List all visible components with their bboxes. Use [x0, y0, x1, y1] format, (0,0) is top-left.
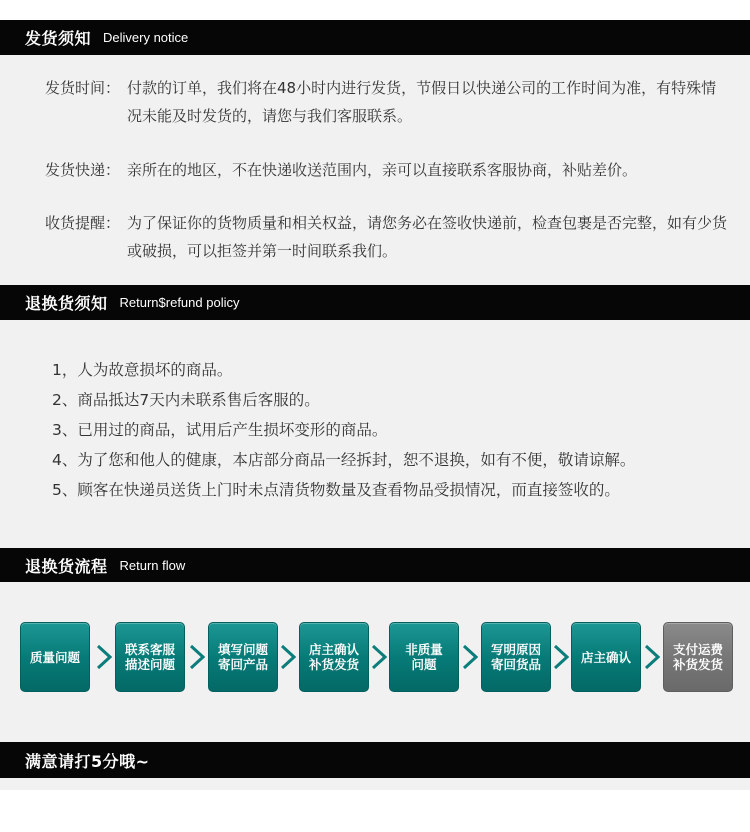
chevron-right-icon: [462, 644, 478, 670]
receipt-reminder-row: [45, 209, 727, 265]
return-flow-subtitle: Return flow: [119, 557, 186, 573]
delivery-express-label: 发货快递：: [45, 161, 121, 179]
flow-step-owner-confirm-reship: [299, 622, 369, 692]
policy-item: 4、为了您和他人的健康，本店部分商品一经拆封，恕不退换，如有不便，敬请谅解。: [52, 451, 636, 469]
rating-title: 满意请打5分哦~: [25, 751, 150, 771]
flow-step-line: 寄回货品: [490, 657, 541, 672]
policy-item: 3、已用过的商品，试用后产生损坏变形的商品。: [52, 421, 388, 439]
return-policy-title: 退换货须知: [25, 294, 108, 313]
flow-step-state-reason: [481, 622, 551, 692]
chevron-right-icon: [189, 644, 205, 670]
chevron-right-icon: [644, 644, 660, 670]
flow-step-line: 店主确认: [580, 649, 631, 665]
chevron-right-icon: [371, 644, 387, 670]
return-flow-title: 退换货流程: [25, 556, 108, 576]
flow-step-line: 寄回产品: [217, 657, 268, 672]
return-flow-header: [0, 548, 750, 582]
delivery-time-text: 付款的订单，我们将在48小时内进行发货，节假日以快递公司的工作时间为准，有特殊情况未能及时发货的，请您与我们客服联系。: [127, 79, 717, 125]
delivery-notice-subtitle: Delivery notice: [103, 30, 189, 45]
chevron-right-icon: [96, 644, 112, 670]
return-flow-steps: [20, 622, 735, 692]
policy-item: 1，人为故意损坏的商品。: [52, 361, 233, 379]
delivery-time-row: [45, 74, 727, 130]
flow-step-line: 支付运费: [672, 642, 723, 657]
delivery-notice-title: 发货须知: [25, 29, 92, 48]
return-policy-list: [52, 355, 635, 505]
delivery-express-text: 亲所在的地区，不在快递收送范围内，亲可以直接联系客服协商，补贴差价。: [127, 161, 638, 179]
flow-step-line: 非质量: [405, 642, 443, 657]
rating-header: [0, 742, 750, 778]
flow-step-non-quality-issue: [389, 622, 459, 692]
receipt-reminder-text: 为了保证你的货物质量和相关权益，请您务必在签收快递前，检查包裹是否完整，如有少货或破损，可以拒签并第一时间联系我们。: [127, 214, 728, 260]
flow-step-contact-service: [115, 622, 185, 692]
delivery-express-row: [45, 156, 727, 184]
flow-step-line: 描述问题: [124, 657, 175, 672]
policy-item: 5、顾客在快递员送货上门时未点清货物数量及查看物品受损情况，而直接签收的。: [52, 481, 620, 499]
delivery-notice-header: [0, 20, 750, 55]
flow-step-line: 质量问题: [29, 649, 80, 665]
flow-step-line: 补货发货: [308, 657, 359, 672]
rating-panel: [0, 778, 750, 790]
flow-step-line: 填写问题: [217, 642, 268, 657]
flow-step-pay-shipping-reship: [663, 622, 733, 692]
flow-step-quality-issue: [20, 622, 90, 692]
flow-step-line: 写明原因: [490, 642, 541, 657]
flow-step-line: 问题: [411, 657, 437, 672]
receipt-reminder-label: 收货提醒：: [45, 214, 121, 232]
flow-step-fill-return: [208, 622, 278, 692]
chevron-right-icon: [553, 644, 569, 670]
flow-step-owner-confirm: [571, 622, 641, 692]
flow-step-line: 联系客服: [124, 642, 175, 657]
return-policy-header: [0, 285, 750, 320]
chevron-right-icon: [280, 644, 296, 670]
delivery-time-label: 发货时间：: [45, 79, 121, 97]
flow-step-line: 店主确认: [308, 642, 359, 657]
flow-step-line: 补货发货: [672, 657, 723, 672]
policy-item: 2、商品抵达7天内未联系售后客服的。: [52, 391, 320, 409]
return-policy-subtitle: Return$refund policy: [119, 295, 240, 310]
